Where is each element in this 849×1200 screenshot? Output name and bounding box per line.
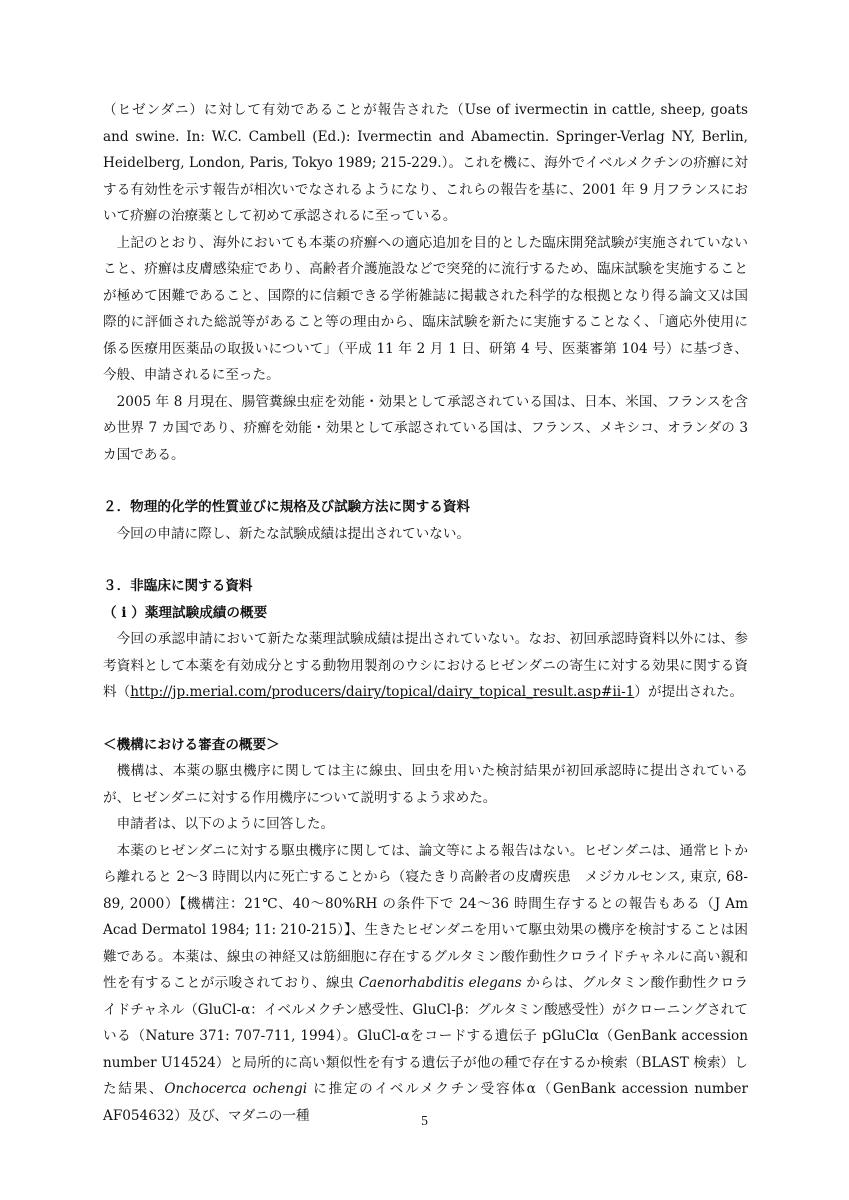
section-heading-3: ３．非臨床に関する資料 <box>103 578 253 594</box>
paragraph-text: ）が提出された。 <box>634 684 744 700</box>
paragraph-applicant-response: 申請者は、以下のように回答した。 <box>116 816 335 832</box>
paragraph-pharmacology-summary <box>103 626 748 706</box>
reference-link[interactable]: http://jp.merial.com/producers/dairy/topical/dairy_topical_result.asp#ii-1 <box>130 684 635 700</box>
species-name: Onchocerca ochengi <box>164 1081 308 1097</box>
section-heading-2: ２．物理的化学的性質並びに規格及び試験方法に関する資料 <box>103 499 471 515</box>
paragraph-background: （ヒゼンダニ）に対して有効であることが報告された（Use of ivermectin in cattle, sheep, goats and swine. In: W.C. Cambell (Ed.): Ivermectin and Abamectin. Springer-Verlag NY, Berlin, Heidelberg, London, Paris, Tokyo 1989; 215-229.）。これを機に、海外でイベルメクチンの疥癬に対する有効性を示す報告が相次いでなされるようになり、これらの報告を基に、2001 年 9 月フランスにおいて疥癬の治療薬として初めて承認されるに至っている。 <box>103 102 748 224</box>
paragraph-review-request: 機構は、本薬の駆虫機序に関しては主に線虫、回虫を用いた検討結果が初回承認時に提出されているが、ヒゼンダニに対する作用機序について説明するよう求めた。 <box>103 763 748 806</box>
paragraph-no-new-data: 今回の申請に際し、新たな試験成績は提出されていない。 <box>116 525 471 542</box>
document-body <box>103 97 748 1129</box>
paragraph-application-reason: 上記のとおり、海外においても本薬の疥癬への適応追加を目的とした臨床開発試験が実施されていないこと、疥癬は皮膚感染症であり、高齢者介護施設などで突発的に流行するため、臨床試験を実施することが極めて困難であること、国際的に信頼できる学術雑誌に掲載された科学的な根拠となり得る論文又は国際的に評価された総説等があること等の理由から、臨床試験を新たに実施することなく、「適応外使用に係る医療用医薬品の取扱いについて」（平成 11 年 2 月 1 日、研第 4 号、医薬審第 104 号）に基づき、今般、申請されるに至った。 <box>103 234 748 383</box>
paragraph-mechanism <box>103 838 748 1130</box>
review-summary-heading: ＜機構における審査の概要＞ <box>103 736 280 753</box>
subsection-heading-pharmacology: （ i ）薬理試験成績の概要 <box>103 604 268 621</box>
paragraph-approval-status: 2005 年 8 月現在、腸管糞線虫症を効能・効果として承認されている国は、日本、米国、フランスを含め世界 7 カ国であり、疥癬を効能・効果として承認されている国は、フランス、メキシコ、オランダの 3 カ国である。 <box>103 393 748 463</box>
page-number: 5 <box>421 1113 428 1128</box>
paragraph-text: 本薬のヒゼンダニに対する駆虫機序に関しては、論文等による報告はない。ヒゼンダニは、通常ヒトから離れると 2～3 時間以内に死亡することから（寝たきり高齢者の皮膚疾患 メジカルセンス, 東京, 68-89, 2000）【機構注：21℃、40～80%RH の条件下で 24～36 時間生存するとの報告もある（J Am Acad Dermatol 1984; 11: 210-215）】、生きたヒゼンダニを用いて駆虫効果の機序を検討することは困難である。本薬は、線虫の神経又は筋細胞に存在するグルタミン酸作動性クロライドチャネルに高い親和性を有することが示唆されており、線虫 <box>103 842 748 991</box>
paragraph-text: からは、グルタミン酸作動性クロライドチャネル（GluCl-α：イベルメクチン感受性、GluCl-β：グルタミン酸感受性）がクローニングされている（Nature 371: 707-711, 1994）。GluCl-αをコードする遺伝子 pGluClα（GenBank accession number U14524）と局所的に高い類似性を有する遺伝子が他の種で存在するか検索（BLAST 検索）した結果、 <box>103 975 748 1097</box>
paragraph-text: に推定のイベルメクチン受容体α（GenBank accession number AF054632）及び、マダニの一種 <box>103 1081 749 1124</box>
paragraph-text: 今回の承認申請において新たな薬理試験成績は提出されていない。なお、初回承認時資料以外には、参考資料として本薬を有効成分とする動物用製剤のウシにおけるヒゼンダニの寄生に対する効果に関する資料（ <box>103 631 748 700</box>
species-name: Caenorhabditis elegans <box>358 975 522 991</box>
